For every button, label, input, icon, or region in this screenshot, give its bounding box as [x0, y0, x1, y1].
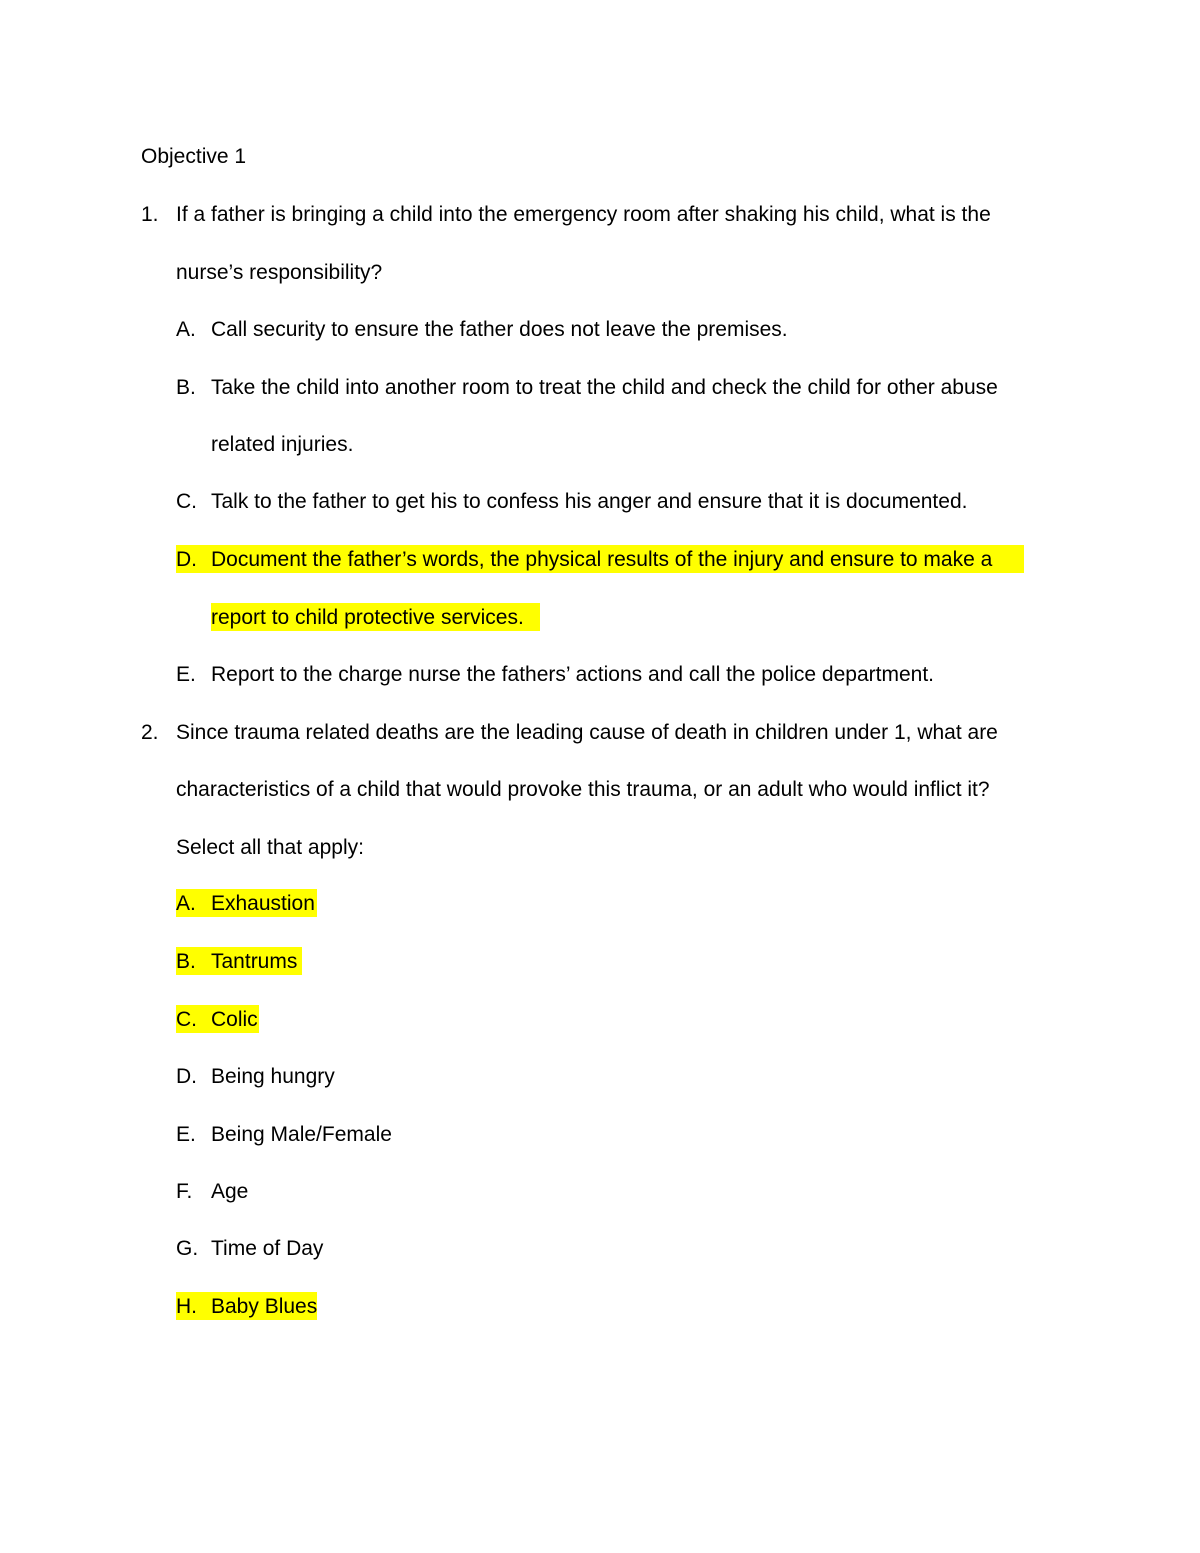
question-2-text-line-3: Select all that apply:	[176, 836, 364, 859]
question-2-number: 2.	[141, 721, 159, 744]
q1-option-e-letter: E.	[176, 663, 196, 686]
q2-option-c-text: Colic	[211, 1008, 258, 1031]
question-1-text-line-2: nurse’s responsibility?	[176, 261, 383, 284]
q2-option-h-text: Baby Blues	[211, 1295, 318, 1318]
q1-option-d-text-line-2: report to child protective services.	[211, 606, 524, 629]
q1-option-b-text-line-2: related injuries.	[211, 433, 354, 456]
question-1-text-line-1: If a father is bringing a child into the emergency room after shaking his child, what is the	[176, 203, 991, 226]
q2-option-a-text: Exhaustion	[211, 892, 315, 915]
q1-option-b-text-line-1: Take the child into another room to treat the child and check the child for other abuse	[211, 376, 998, 399]
q2-option-b-letter: B.	[176, 950, 196, 973]
q1-option-b-letter: B.	[176, 376, 196, 399]
q2-option-d-letter: D.	[176, 1065, 197, 1088]
question-2-text-line-1: Since trauma related deaths are the leading cause of death in children under 1, what are	[176, 721, 998, 744]
question-2-text-line-2: characteristics of a child that would provoke this trauma, or an adult who would inflict it?	[176, 778, 990, 801]
q1-option-d-letter: D.	[176, 548, 197, 571]
q2-option-h-letter: H.	[176, 1295, 197, 1318]
q1-option-e-text: Report to the charge nurse the fathers’ actions and call the police department.	[211, 663, 934, 686]
q1-option-c-letter: C.	[176, 490, 197, 513]
q2-option-g-text: Time of Day	[211, 1237, 324, 1260]
q1-option-a-text: Call security to ensure the father does not leave the premises.	[211, 318, 788, 341]
q2-option-f-letter: F.	[176, 1180, 193, 1203]
q2-option-e-letter: E.	[176, 1123, 196, 1146]
objective-heading: Objective 1	[141, 145, 247, 168]
q2-option-e-text: Being Male/Female	[211, 1123, 392, 1146]
q2-option-d-text: Being hungry	[211, 1065, 335, 1088]
q2-option-c-letter: C.	[176, 1008, 197, 1031]
q2-option-f-text: Age	[211, 1180, 249, 1203]
q2-option-a-letter: A.	[176, 892, 196, 915]
q2-option-b-text: Tantrums	[211, 950, 298, 973]
q1-option-a-letter: A.	[176, 318, 196, 341]
question-1-number: 1.	[141, 203, 159, 226]
q1-option-d-text-line-1: Document the father’s words, the physical results of the injury and ensure to make a	[211, 548, 993, 571]
q2-option-g-letter: G.	[176, 1237, 199, 1260]
q1-option-c-text: Talk to the father to get his to confess his anger and ensure that it is documented.	[211, 490, 968, 513]
